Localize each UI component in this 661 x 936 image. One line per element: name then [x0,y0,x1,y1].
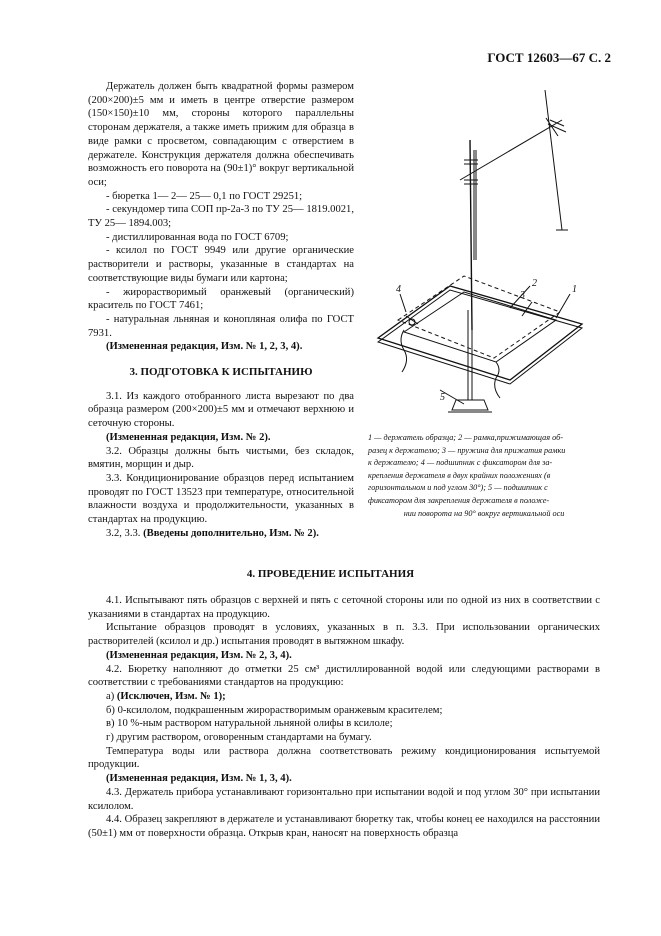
caption-line: крепления держателя в двух крайних положениях (в [368,470,551,480]
section-3-heading: 3. ПОДГОТОВКА К ИСПЫТАНИЮ [129,366,313,379]
clause-ref: 3.2, 3.3. [106,527,141,539]
figure-label: 4 [396,284,401,295]
apparatus-drawing [360,80,592,420]
page-header: ГОСТ 12603—67 С. 2 [487,50,611,65]
edit-note: (Измененная редакция, Изм. № 1, 3, 4). [106,773,292,785]
clause-3-1: 3.1. Из каждого отобранного листа вырезают по два образца размером (200×200)±5 мм и отмечают верхнюю и сеточную стороны. [88,390,354,430]
equipment-item: - ксилол по ГОСТ 9949 или другие органические растворители и растворы, указанные в стандартах на соответствующие виды бумаги или картона; [88,245,354,284]
equipment-item: - секундомер типа СОП пр-2а-3 по ТУ 25— 1819.0021, ТУ 25— 1894.003; [88,204,354,230]
holder-description: Держатель должен быть квадратной формы размером (200×200)±5 мм и иметь в центре отверстие размером (150×150)±10 мм, стороны которого параллельны сторонам держателя, а также иметь прижим для образца в виде рамки с просветом, совпадающим с отверстием в держателе. Конструкция держателя должна обеспечивать возможность его поворота на (90±1)° вокруг вертикальной оси; [88,81,354,188]
clause-4-2-temperature: Температура воды или раствора должна соответствовать режиму кондиционирования испытуемой продукции. [88,745,600,771]
clause-4-1: 4.1. Испытывают пять образцов с верхней и пять с сеточной стороны или по одной из них в соответствии с указаниями в стандартах на продукцию. [88,595,600,620]
caption-line: фиксатором для закрепления держателя в положе- [368,495,550,505]
list-item [88,690,600,704]
left-column [88,80,354,541]
list-item-prefix: а) [106,690,115,702]
list-item: в) 10 %-ным раствором натуральной льняной олифы в ксилоле; [106,718,393,730]
figure-label: 3 [520,290,525,301]
edit-note: (Введены дополнительно, Изм. № 2). [143,527,319,539]
caption-line: нии поворота на 90° вокруг вертикальной оси [403,508,565,518]
clause-4-3: 4.3. Держатель прибора устанавливают горизонтально при испытании водой и под углом 30° при испытании ксилолом. [88,786,600,812]
figure-caption [368,432,600,520]
edit-note: (Измененная редакция, Изм. № 2). [106,431,271,443]
edit-note: (Измененная редакция, Изм. № 1, 2, 3, 4). [106,341,303,353]
clause-4-4: 4.4. Образец закрепляют в держателе и устанавливают бюретку так, чтобы конец ее находился на расстоянии (50±1) мм от поверхности образца. Открыв кран, наносят на поверхность образца [88,814,600,839]
clause-3-2-3-3-note [88,527,354,541]
equipment-item: - жирорастворимый оранжевый (органический) краситель по ГОСТ 7461; [88,286,354,312]
section-4-heading: 4. ПРОВЕДЕНИЕ ИСПЫТАНИЯ [246,568,415,580]
caption-line: разец к держателю; 3 — пружина для прижатия рамки [368,445,566,455]
caption-line: к держателю; 4 — подшипник с фиксатором для за- [368,458,553,468]
figure-label: 5 [440,392,445,403]
edit-note: (Измененная редакция, Изм. № 2, 3, 4). [106,649,292,661]
clause-4-2: 4.2. Бюретку наполняют до отметки 25 см³ дистиллированной водой или следующими растворами в соответствии с требованиями стандартов на продукцию: [88,663,600,689]
caption-line: горизонтальном и под углом 30°); 5 — подшипник с [368,483,548,493]
caption-line: 1 — держатель образца; 2 — рамка,прижимающая об- [368,433,563,442]
equipment-item: - натуральная льняная и конопляная олифа по ГОСТ 7931. [88,313,354,339]
figure-label: 2 [532,278,537,289]
equipment-item: - дистиллированная вода по ГОСТ 6709; [106,231,289,243]
equipment-item: - бюретка 1— 2— 25— 0,1 по ГОСТ 29251; [106,190,303,202]
list-item-text: (Исключен, Изм. № 1); [116,690,226,702]
list-item: б) 0-ксилолом, подкрашенным жирорастворимым оранжевым красителем; [106,704,443,716]
clause-4-1-conditions: Испытание образцов проводят в условиях, указанных в п. 3.3. При использовании органических растворителей (ксилол и др.) испытания проводят в вытяжном шкафу. [88,622,600,648]
clause-3-3: 3.3. Кондиционирование образцов перед испытанием проводят по ГОСТ 13523 при температуре, относительной влажности воздуха и продолжительности, указанных в стандартах на продукцию. [88,472,354,526]
list-item: г) другим раствором, оговоренным стандартами на бумагу. [106,732,372,744]
figure-label: 1 [572,284,577,295]
section-4-body [88,594,600,841]
clause-3-2: 3.2. Образцы должны быть чистыми, без складок, вмятин, морщин и дыр. [88,445,354,471]
